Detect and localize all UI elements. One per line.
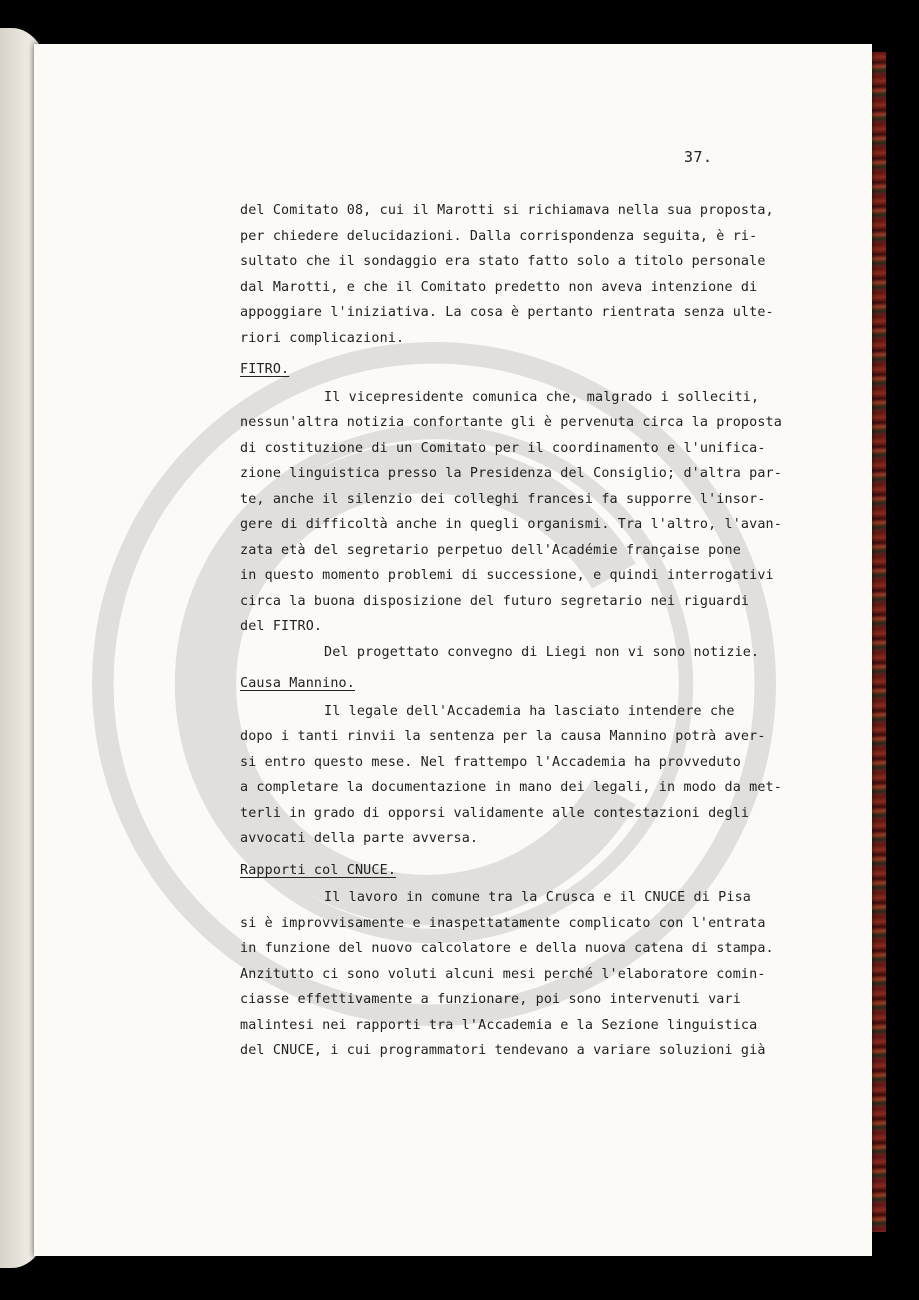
text-line: riori complicazioni. [240,330,405,346]
document-page [34,44,872,1256]
text-line: zione linguistica presso la Presidenza del Consiglio; d'altra par- [240,466,782,481]
paragraph-intro [240,198,774,351]
text-line: dal Marotti, e che il Comitato predetto non aveva intenzione di [240,279,758,295]
text-line: appoggiare l'iniziativa. La cosa è pertanto rientrata senza ulte- [240,305,774,320]
text-line: Il legale dell'Accademia ha lasciato intendere che [324,703,735,719]
section-heading-mannino: Causa Mannino. [240,676,355,691]
text-line: Il lavoro in comune tra la Crusca e il CNUCE di Pisa [324,890,752,905]
paragraph-mannino [240,699,782,852]
text-line: del Comitato 08, cui il Marotti si richiamava nella sua proposta, [240,203,774,218]
text-line: ciasse effettivamente a funzionare, poi sono intervenuti vari [240,992,741,1007]
text-line: avvocati della parte avversa. [240,831,479,846]
text-line: Il vicepresidente comunica che, malgrado i solleciti, [324,389,760,405]
paragraph-cnuce [240,885,774,1064]
text-line: si entro questo mese. Nel frattempo l'Accademia ha provveduto [240,754,741,770]
text-line: gere di difficoltà anche in quegli organismi. Tra l'altro, l'avan- [240,517,782,532]
text-line: in funzione del nuovo calcolatore e della nuova catena di stampa. [240,941,774,956]
text-line: dopo i tanti rinvii la sentenza per la causa Mannino potrà aver- [240,729,766,744]
text-line: di costituzione di un Comitato per il coordinamento e l'unifica- [240,440,766,456]
text-line: a completare la documentazione in mano dei legali, in modo da met- [240,780,782,795]
text-line: in questo momento problemi di successione, e quindi interrogativi [240,568,774,583]
text-line: del FITRO. [240,619,323,634]
text-line: nessun'altra notizia confortante gli è pervenuta circa la proposta [240,415,782,430]
body-text [240,198,782,1064]
section-heading-fitro: FITRO. [240,362,290,377]
section-heading-cnuce: Rapporti col CNUCE. [240,862,397,878]
text-line: per chiedere delucidazioni. Dalla corrispondenza seguita, è ri- [240,228,758,244]
text-line: Del progettato convegno di Liegi non vi sono notizie. [324,644,760,660]
text-line: malintesi nei rapporti tra l'Accademia e la Sezione linguistica [240,1017,758,1033]
text-line: sultato che il sondaggio era stato fatto solo a titolo personale [240,254,766,269]
text-line: si è improvvisamente e inaspettatamente complicato con l'entrata [240,915,766,931]
text-line: Anzitutto ci sono voluti alcuni mesi perché l'elaboratore comin- [240,966,766,982]
text-line: terli in grado di opporsi validamente alle contestazioni degli [240,805,750,821]
text-line: zata età del segretario perpetuo dell'Académie française pone [240,542,741,558]
text-line: te, anche il silenzio dei colleghi francesi fa supporre l'insor- [240,491,766,507]
text-line: del CNUCE, i cui programmatori tendevano a variare soluzioni già [240,1043,766,1058]
text-line: circa la buona disposizione del futuro segretario nei riguardi [240,593,750,609]
page-number: 37. [684,148,713,166]
paragraph-fitro [240,385,782,666]
